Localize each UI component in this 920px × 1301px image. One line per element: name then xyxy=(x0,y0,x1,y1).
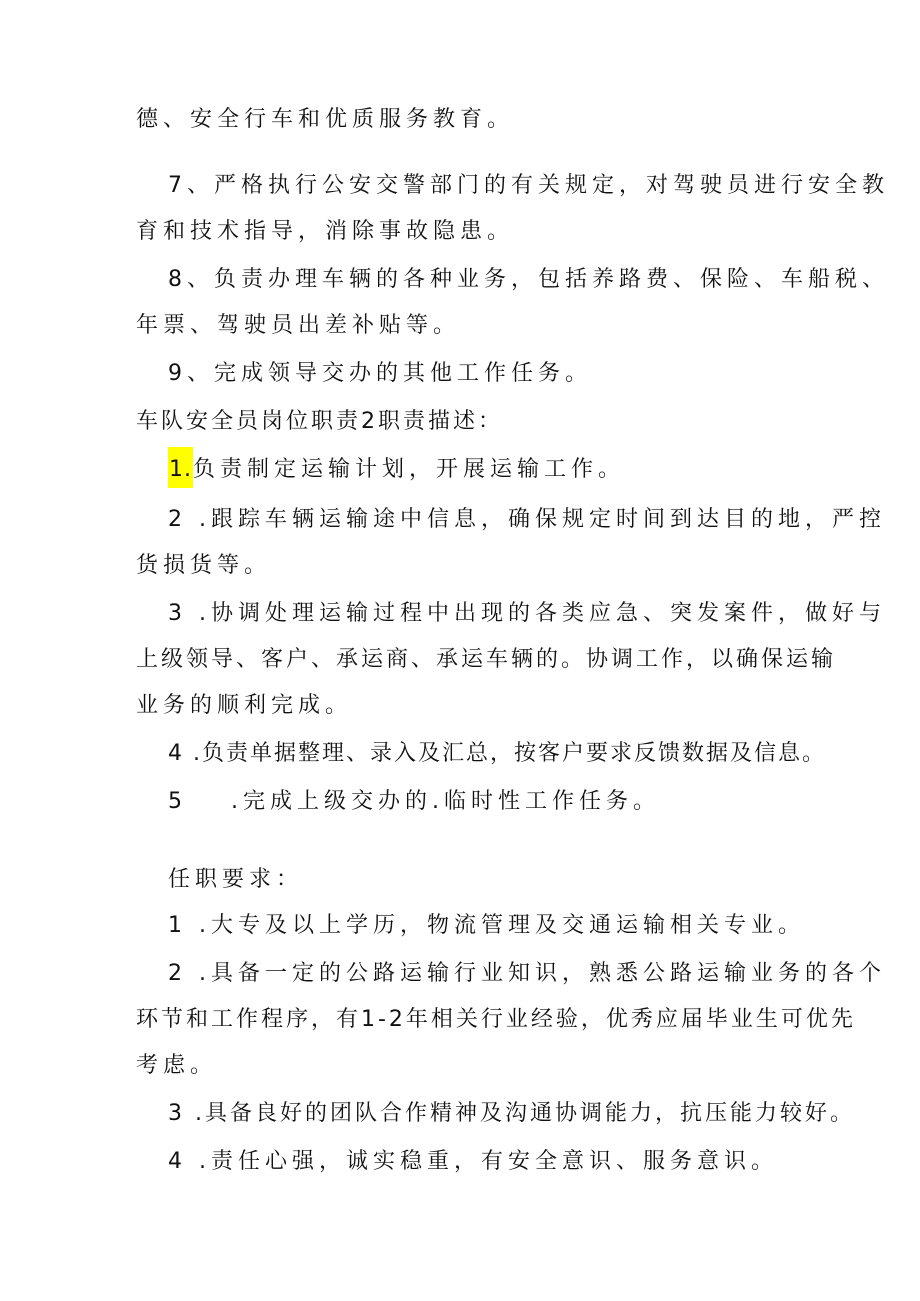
requirement-2-line-1: 2 .具备一定的公路运输行业知识，熟悉公路运输业务的各个 xyxy=(168,961,886,986)
duty-4-line: 4 .负责单据整理、录入及汇总，按客户要求反馈数据及信息。 xyxy=(168,741,826,766)
requirement-2-line-2: 环节和工作程序，有1-2年相关行业经验，优秀应届毕业生可优先 xyxy=(136,1007,856,1032)
duty-1-text: 负责制定运输计划，开展运输工作。 xyxy=(193,457,626,482)
duty-1-line xyxy=(168,456,625,484)
duty-3-line-2: 上级领导、客户、承运商、承运车辆的。协调工作，以确保运输 xyxy=(136,647,837,672)
continuation-line: 德、安全行车和优质服务教育。 xyxy=(136,107,515,132)
duty-3-line-1: 3 .协调处理运输过程中出现的各类应急、突发案件，做好与 xyxy=(168,601,886,626)
duty-2-line-1: 2 .跟踪车辆运输途中信息，确保规定时间到达目的地，严控 xyxy=(168,507,886,532)
item-8-line-1: 8、负责办理车辆的各种业务，包括养路费、保险、车船税、 xyxy=(168,267,889,292)
item-8-line-2: 年票、驾驶员出差补贴等。 xyxy=(136,313,461,338)
duty-5-number: 5 xyxy=(168,789,187,814)
item-7-line-2: 育和技术指导，消除事故隐患。 xyxy=(136,219,515,244)
duty-2-line-2: 货损货等。 xyxy=(136,553,272,578)
requirements-heading: 任职要求： xyxy=(168,867,304,892)
requirement-4-line: 4 .责任心强，诚实稳重，有安全意识、服务意识。 xyxy=(168,1149,778,1174)
item-9-line: 9、完成领导交办的其他工作任务。 xyxy=(168,361,592,386)
requirement-2-line-3: 考虑。 xyxy=(136,1053,218,1078)
duty-5-line xyxy=(168,788,660,816)
section-2-heading: 车队安全员岗位职责2职责描述： xyxy=(136,409,503,434)
duty-5-text: .完成上级交办的.临时性工作任务。 xyxy=(231,789,660,814)
duty-1-number-highlight: 1. xyxy=(168,447,193,488)
requirement-3-line: 3 .具备良好的团队合作精神及沟通协调能力，抗压能力较好。 xyxy=(168,1101,855,1126)
duty-3-line-3: 业务的顺利完成。 xyxy=(136,693,353,718)
item-7-line-1: 7、严格执行公安交警部门的有关规定，对驾驶员进行安全教 xyxy=(168,173,889,198)
requirement-1-line: 1 .大专及以上学历，物流管理及交通运输相关专业。 xyxy=(168,913,805,938)
